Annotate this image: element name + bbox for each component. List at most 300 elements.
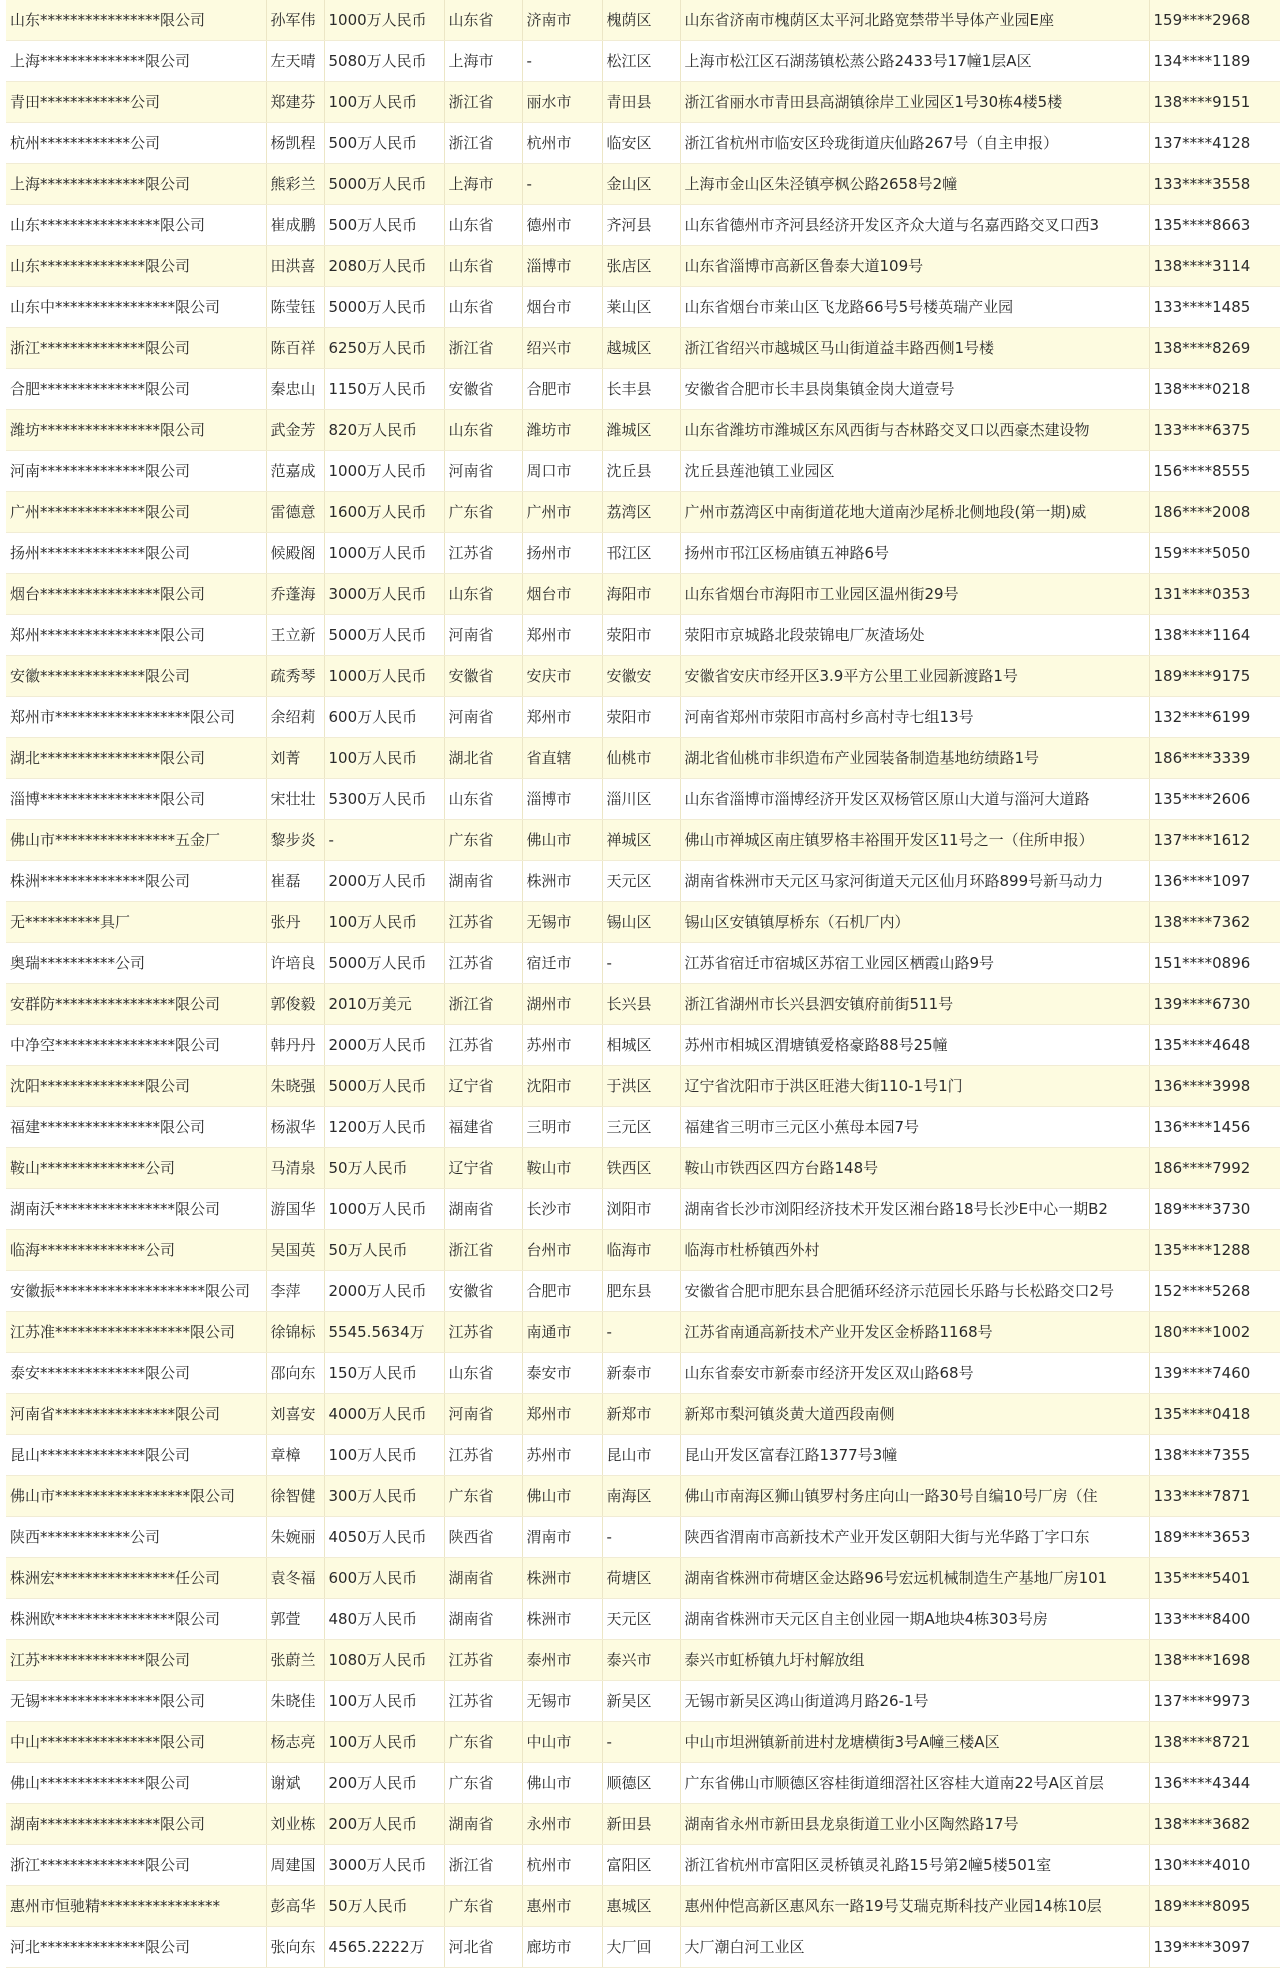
- registered-capital-cell[interactable]: 50万人民币: [324, 1886, 444, 1927]
- address-cell[interactable]: 山东省淄博市高新区鲁泰大道109号: [680, 246, 1149, 287]
- table-row[interactable]: [6, 1066, 1280, 1107]
- phone-cell[interactable]: 152****5268: [1149, 1271, 1280, 1312]
- city-cell[interactable]: 周口市: [522, 451, 602, 492]
- phone-cell[interactable]: 156****8555: [1149, 451, 1280, 492]
- phone-cell[interactable]: 186****7992: [1149, 1148, 1280, 1189]
- city-cell[interactable]: 渭南市: [522, 1517, 602, 1558]
- company-name-cell[interactable]: 奥瑞**********公司: [6, 943, 266, 984]
- legal-representative-cell[interactable]: 周建国: [266, 1845, 324, 1886]
- district-cell[interactable]: 临安区: [602, 123, 680, 164]
- city-cell[interactable]: 鞍山市: [522, 1148, 602, 1189]
- legal-representative-cell[interactable]: 余绍莉: [266, 697, 324, 738]
- phone-cell[interactable]: 135****4648: [1149, 1025, 1280, 1066]
- province-cell[interactable]: 福建省: [444, 1107, 522, 1148]
- city-cell[interactable]: 郑州市: [522, 615, 602, 656]
- province-cell[interactable]: 辽宁省: [444, 1148, 522, 1189]
- phone-cell[interactable]: 136****1456: [1149, 1107, 1280, 1148]
- company-name-cell[interactable]: 陕西************公司: [6, 1517, 266, 1558]
- company-name-cell[interactable]: 无锡****************限公司: [6, 1681, 266, 1722]
- legal-representative-cell[interactable]: 陈百祥: [266, 328, 324, 369]
- province-cell[interactable]: 广东省: [444, 1476, 522, 1517]
- district-cell[interactable]: 安徽安: [602, 656, 680, 697]
- company-name-cell[interactable]: 福建****************限公司: [6, 1107, 266, 1148]
- province-cell[interactable]: 浙江省: [444, 123, 522, 164]
- company-name-cell[interactable]: 安徽**************限公司: [6, 656, 266, 697]
- address-cell[interactable]: 江苏省宿迁市宿城区苏宿工业园区栖霞山路9号: [680, 943, 1149, 984]
- address-cell[interactable]: 山东省烟台市海阳市工业园区温州街29号: [680, 574, 1149, 615]
- phone-cell[interactable]: 135****5401: [1149, 1558, 1280, 1599]
- city-cell[interactable]: 佛山市: [522, 820, 602, 861]
- district-cell[interactable]: 惠城区: [602, 1886, 680, 1927]
- address-cell[interactable]: 广州市荔湾区中南街道花地大道南沙尾桥北侧地段(第一期)威: [680, 492, 1149, 533]
- phone-cell[interactable]: 138****8721: [1149, 1722, 1280, 1763]
- province-cell[interactable]: 山东省: [444, 1353, 522, 1394]
- phone-cell[interactable]: 159****2968: [1149, 0, 1280, 41]
- table-row[interactable]: [6, 820, 1280, 861]
- phone-cell[interactable]: 189****3730: [1149, 1189, 1280, 1230]
- table-row[interactable]: [6, 1312, 1280, 1353]
- district-cell[interactable]: 昆山市: [602, 1435, 680, 1476]
- registered-capital-cell[interactable]: 4050万人民币: [324, 1517, 444, 1558]
- phone-cell[interactable]: 138****7355: [1149, 1435, 1280, 1476]
- address-cell[interactable]: 福建省三明市三元区小蕉母本园7号: [680, 1107, 1149, 1148]
- registered-capital-cell[interactable]: 100万人民币: [324, 1435, 444, 1476]
- table-row[interactable]: [6, 123, 1280, 164]
- company-name-cell[interactable]: 杭州************公司: [6, 123, 266, 164]
- registered-capital-cell[interactable]: 1000万人民币: [324, 0, 444, 41]
- table-row[interactable]: [6, 1189, 1280, 1230]
- city-cell[interactable]: 安庆市: [522, 656, 602, 697]
- table-row[interactable]: [6, 1517, 1280, 1558]
- registered-capital-cell[interactable]: 4565.2222万: [324, 1927, 444, 1968]
- district-cell[interactable]: 张店区: [602, 246, 680, 287]
- phone-cell[interactable]: 137****1612: [1149, 820, 1280, 861]
- legal-representative-cell[interactable]: 王立新: [266, 615, 324, 656]
- district-cell[interactable]: 锡山区: [602, 902, 680, 943]
- company-name-cell[interactable]: 惠州市恒驰精****************: [6, 1886, 266, 1927]
- registered-capital-cell[interactable]: 1000万人民币: [324, 451, 444, 492]
- phone-cell[interactable]: 136****3998: [1149, 1066, 1280, 1107]
- table-row[interactable]: [6, 1107, 1280, 1148]
- city-cell[interactable]: 淄博市: [522, 246, 602, 287]
- registered-capital-cell[interactable]: 200万人民币: [324, 1804, 444, 1845]
- address-cell[interactable]: 上海市金山区朱泾镇亭枫公路2658号2幢: [680, 164, 1149, 205]
- address-cell[interactable]: 中山市坦洲镇新前进村龙塘横街3号A幢三楼A区: [680, 1722, 1149, 1763]
- table-row[interactable]: [6, 779, 1280, 820]
- address-cell[interactable]: 浙江省湖州市长兴县泗安镇府前街511号: [680, 984, 1149, 1025]
- company-name-cell[interactable]: 佛山市******************限公司: [6, 1476, 266, 1517]
- company-name-cell[interactable]: 株洲**************限公司: [6, 861, 266, 902]
- registered-capital-cell[interactable]: 5300万人民币: [324, 779, 444, 820]
- legal-representative-cell[interactable]: 吴国英: [266, 1230, 324, 1271]
- city-cell[interactable]: 无锡市: [522, 902, 602, 943]
- province-cell[interactable]: 河南省: [444, 1394, 522, 1435]
- province-cell[interactable]: 广东省: [444, 492, 522, 533]
- legal-representative-cell[interactable]: 熊彩兰: [266, 164, 324, 205]
- address-cell[interactable]: 昆山开发区富春江路1377号3幢: [680, 1435, 1149, 1476]
- city-cell[interactable]: 烟台市: [522, 287, 602, 328]
- legal-representative-cell[interactable]: 张蔚兰: [266, 1640, 324, 1681]
- legal-representative-cell[interactable]: 谢斌: [266, 1763, 324, 1804]
- province-cell[interactable]: 浙江省: [444, 1230, 522, 1271]
- legal-representative-cell[interactable]: 朱晓佳: [266, 1681, 324, 1722]
- address-cell[interactable]: 陕西省渭南市高新技术产业开发区朝阳大街与光华路丁字口东: [680, 1517, 1149, 1558]
- phone-cell[interactable]: 138****3682: [1149, 1804, 1280, 1845]
- address-cell[interactable]: 上海市松江区石湖荡镇松蒸公路2433号17幢1层A区: [680, 41, 1149, 82]
- registered-capital-cell[interactable]: 500万人民币: [324, 123, 444, 164]
- phone-cell[interactable]: 186****2008: [1149, 492, 1280, 533]
- city-cell[interactable]: 德州市: [522, 205, 602, 246]
- phone-cell[interactable]: 133****1485: [1149, 287, 1280, 328]
- legal-representative-cell[interactable]: 袁冬福: [266, 1558, 324, 1599]
- district-cell[interactable]: 大厂回: [602, 1927, 680, 1968]
- registered-capital-cell[interactable]: 2000万人民币: [324, 861, 444, 902]
- province-cell[interactable]: 江苏省: [444, 1681, 522, 1722]
- district-cell[interactable]: 槐荫区: [602, 0, 680, 41]
- company-name-cell[interactable]: 浙江**************限公司: [6, 1845, 266, 1886]
- phone-cell[interactable]: 138****0218: [1149, 369, 1280, 410]
- registered-capital-cell[interactable]: 50万人民币: [324, 1230, 444, 1271]
- city-cell[interactable]: 泰安市: [522, 1353, 602, 1394]
- registered-capital-cell[interactable]: 100万人民币: [324, 902, 444, 943]
- address-cell[interactable]: 安徽省安庆市经开区3.9平方公里工业园新渡路1号: [680, 656, 1149, 697]
- province-cell[interactable]: 江苏省: [444, 902, 522, 943]
- company-name-cell[interactable]: 无**********具厂: [6, 902, 266, 943]
- registered-capital-cell[interactable]: 200万人民币: [324, 1763, 444, 1804]
- address-cell[interactable]: 荥阳市京城路北段荥锦电厂灰渣场处: [680, 615, 1149, 656]
- province-cell[interactable]: 浙江省: [444, 82, 522, 123]
- address-cell[interactable]: 山东省德州市齐河县经济开发区齐众大道与名嘉西路交叉口西3: [680, 205, 1149, 246]
- registered-capital-cell[interactable]: 820万人民币: [324, 410, 444, 451]
- province-cell[interactable]: 山东省: [444, 410, 522, 451]
- address-cell[interactable]: 山东省淄博市淄博经济开发区双杨管区原山大道与淄河大道路: [680, 779, 1149, 820]
- phone-cell[interactable]: 131****0353: [1149, 574, 1280, 615]
- address-cell[interactable]: 锡山区安镇镇厚桥东（石机厂内）: [680, 902, 1149, 943]
- company-name-cell[interactable]: 广州**************限公司: [6, 492, 266, 533]
- phone-cell[interactable]: 189****3653: [1149, 1517, 1280, 1558]
- registered-capital-cell[interactable]: 1600万人民币: [324, 492, 444, 533]
- province-cell[interactable]: 山东省: [444, 779, 522, 820]
- company-name-cell[interactable]: 山东****************限公司: [6, 205, 266, 246]
- province-cell[interactable]: 山东省: [444, 205, 522, 246]
- city-cell[interactable]: 三明市: [522, 1107, 602, 1148]
- district-cell[interactable]: 荥阳市: [602, 697, 680, 738]
- registered-capital-cell[interactable]: 4000万人民币: [324, 1394, 444, 1435]
- city-cell[interactable]: 宿迁市: [522, 943, 602, 984]
- phone-cell[interactable]: 189****8095: [1149, 1886, 1280, 1927]
- registered-capital-cell[interactable]: 100万人民币: [324, 1681, 444, 1722]
- company-name-cell[interactable]: 山东中****************限公司: [6, 287, 266, 328]
- table-row[interactable]: [6, 697, 1280, 738]
- address-cell[interactable]: 浙江省杭州市临安区玲珑街道庆仙路267号（自主申报）: [680, 123, 1149, 164]
- district-cell[interactable]: 潍城区: [602, 410, 680, 451]
- legal-representative-cell[interactable]: 雷德意: [266, 492, 324, 533]
- address-cell[interactable]: 佛山市南海区狮山镇罗村务庄向山一路30号自编10号厂房（住: [680, 1476, 1149, 1517]
- table-row[interactable]: [6, 1476, 1280, 1517]
- address-cell[interactable]: 湖南省永州市新田县龙泉街道工业小区陶然路17号: [680, 1804, 1149, 1845]
- city-cell[interactable]: 沈阳市: [522, 1066, 602, 1107]
- province-cell[interactable]: 上海市: [444, 164, 522, 205]
- phone-cell[interactable]: 133****8400: [1149, 1599, 1280, 1640]
- province-cell[interactable]: 江苏省: [444, 1435, 522, 1476]
- province-cell[interactable]: 河南省: [444, 697, 522, 738]
- city-cell[interactable]: 株洲市: [522, 861, 602, 902]
- province-cell[interactable]: 上海市: [444, 41, 522, 82]
- phone-cell[interactable]: 136****4344: [1149, 1763, 1280, 1804]
- legal-representative-cell[interactable]: 张向东: [266, 1927, 324, 1968]
- district-cell[interactable]: 越城区: [602, 328, 680, 369]
- company-name-cell[interactable]: 佛山市****************五金厂: [6, 820, 266, 861]
- city-cell[interactable]: 株洲市: [522, 1558, 602, 1599]
- company-name-cell[interactable]: 安徽振********************限公司: [6, 1271, 266, 1312]
- legal-representative-cell[interactable]: 徐智健: [266, 1476, 324, 1517]
- registered-capital-cell[interactable]: 3000万人民币: [324, 574, 444, 615]
- city-cell[interactable]: 佛山市: [522, 1763, 602, 1804]
- city-cell[interactable]: 郑州市: [522, 1394, 602, 1435]
- company-name-cell[interactable]: 昆山**************限公司: [6, 1435, 266, 1476]
- address-cell[interactable]: 山东省潍坊市潍城区东风西街与杏林路交叉口以西豪杰建设物: [680, 410, 1149, 451]
- table-row[interactable]: [6, 82, 1280, 123]
- district-cell[interactable]: 铁西区: [602, 1148, 680, 1189]
- province-cell[interactable]: 湖南省: [444, 1189, 522, 1230]
- address-cell[interactable]: 沈丘县莲池镇工业园区: [680, 451, 1149, 492]
- province-cell[interactable]: 山东省: [444, 0, 522, 41]
- district-cell[interactable]: 沈丘县: [602, 451, 680, 492]
- province-cell[interactable]: 湖南省: [444, 1804, 522, 1845]
- legal-representative-cell[interactable]: 候殿阁: [266, 533, 324, 574]
- registered-capital-cell[interactable]: -: [324, 820, 444, 861]
- phone-cell[interactable]: 138****8269: [1149, 328, 1280, 369]
- province-cell[interactable]: 安徽省: [444, 656, 522, 697]
- phone-cell[interactable]: 132****6199: [1149, 697, 1280, 738]
- address-cell[interactable]: 山东省济南市槐荫区太平河北路宽禁带半导体产业园E座: [680, 0, 1149, 41]
- province-cell[interactable]: 安徽省: [444, 1271, 522, 1312]
- table-row[interactable]: [6, 615, 1280, 656]
- phone-cell[interactable]: 130****4010: [1149, 1845, 1280, 1886]
- district-cell[interactable]: 莱山区: [602, 287, 680, 328]
- table-row[interactable]: [6, 574, 1280, 615]
- company-name-cell[interactable]: 合肥**************限公司: [6, 369, 266, 410]
- province-cell[interactable]: 广东省: [444, 1763, 522, 1804]
- company-name-cell[interactable]: 株洲宏****************任公司: [6, 1558, 266, 1599]
- district-cell[interactable]: -: [602, 1722, 680, 1763]
- district-cell[interactable]: 泰兴市: [602, 1640, 680, 1681]
- registered-capital-cell[interactable]: 5000万人民币: [324, 1066, 444, 1107]
- district-cell[interactable]: 荥阳市: [602, 615, 680, 656]
- city-cell[interactable]: 惠州市: [522, 1886, 602, 1927]
- table-row[interactable]: [6, 1640, 1280, 1681]
- district-cell[interactable]: 金山区: [602, 164, 680, 205]
- table-row[interactable]: [6, 902, 1280, 943]
- city-cell[interactable]: 广州市: [522, 492, 602, 533]
- legal-representative-cell[interactable]: 武金芳: [266, 410, 324, 451]
- registered-capital-cell[interactable]: 2000万人民币: [324, 1271, 444, 1312]
- address-cell[interactable]: 湖南省株洲市天元区自主创业园一期A地块4栋303号房: [680, 1599, 1149, 1640]
- address-cell[interactable]: 安徽省合肥市长丰县岗集镇金岗大道壹号: [680, 369, 1149, 410]
- table-row[interactable]: [6, 246, 1280, 287]
- legal-representative-cell[interactable]: 郭萱: [266, 1599, 324, 1640]
- registered-capital-cell[interactable]: 2080万人民币: [324, 246, 444, 287]
- legal-representative-cell[interactable]: 孙军伟: [266, 0, 324, 41]
- registered-capital-cell[interactable]: 50万人民币: [324, 1148, 444, 1189]
- district-cell[interactable]: 南海区: [602, 1476, 680, 1517]
- district-cell[interactable]: 荷塘区: [602, 1558, 680, 1599]
- city-cell[interactable]: 杭州市: [522, 123, 602, 164]
- city-cell[interactable]: 株洲市: [522, 1599, 602, 1640]
- table-row[interactable]: [6, 1025, 1280, 1066]
- district-cell[interactable]: -: [602, 1312, 680, 1353]
- registered-capital-cell[interactable]: 2000万人民币: [324, 1025, 444, 1066]
- registered-capital-cell[interactable]: 100万人民币: [324, 1722, 444, 1763]
- legal-representative-cell[interactable]: 宋壮壮: [266, 779, 324, 820]
- legal-representative-cell[interactable]: 张丹: [266, 902, 324, 943]
- province-cell[interactable]: 浙江省: [444, 984, 522, 1025]
- province-cell[interactable]: 江苏省: [444, 533, 522, 574]
- company-name-cell[interactable]: 沈阳**************限公司: [6, 1066, 266, 1107]
- address-cell[interactable]: 临海市杜桥镇西外村: [680, 1230, 1149, 1271]
- company-name-cell[interactable]: 河北**************限公司: [6, 1927, 266, 1968]
- company-name-cell[interactable]: 湖北****************限公司: [6, 738, 266, 779]
- company-name-cell[interactable]: 中山****************限公司: [6, 1722, 266, 1763]
- phone-cell[interactable]: 134****1189: [1149, 41, 1280, 82]
- legal-representative-cell[interactable]: 游国华: [266, 1189, 324, 1230]
- company-name-cell[interactable]: 湖南沃****************限公司: [6, 1189, 266, 1230]
- registered-capital-cell[interactable]: 3000万人民币: [324, 1845, 444, 1886]
- table-row[interactable]: [6, 1927, 1280, 1968]
- phone-cell[interactable]: 135****0418: [1149, 1394, 1280, 1435]
- phone-cell[interactable]: 135****8663: [1149, 205, 1280, 246]
- phone-cell[interactable]: 133****3558: [1149, 164, 1280, 205]
- company-name-cell[interactable]: 江苏准******************限公司: [6, 1312, 266, 1353]
- province-cell[interactable]: 安徽省: [444, 369, 522, 410]
- district-cell[interactable]: 荔湾区: [602, 492, 680, 533]
- phone-cell[interactable]: 159****5050: [1149, 533, 1280, 574]
- table-row[interactable]: [6, 533, 1280, 574]
- province-cell[interactable]: 陕西省: [444, 1517, 522, 1558]
- district-cell[interactable]: -: [602, 1517, 680, 1558]
- table-row[interactable]: [6, 1558, 1280, 1599]
- company-name-cell[interactable]: 临海**************公司: [6, 1230, 266, 1271]
- phone-cell[interactable]: 139****3097: [1149, 1927, 1280, 1968]
- legal-representative-cell[interactable]: 乔蓬海: [266, 574, 324, 615]
- phone-cell[interactable]: 133****7871: [1149, 1476, 1280, 1517]
- district-cell[interactable]: 肥东县: [602, 1271, 680, 1312]
- city-cell[interactable]: 苏州市: [522, 1025, 602, 1066]
- legal-representative-cell[interactable]: 李萍: [266, 1271, 324, 1312]
- district-cell[interactable]: 海阳市: [602, 574, 680, 615]
- city-cell[interactable]: 郑州市: [522, 697, 602, 738]
- registered-capital-cell[interactable]: 5545.5634万: [324, 1312, 444, 1353]
- province-cell[interactable]: 江苏省: [444, 1312, 522, 1353]
- city-cell[interactable]: 烟台市: [522, 574, 602, 615]
- registered-capital-cell[interactable]: 150万人民币: [324, 1353, 444, 1394]
- address-cell[interactable]: 河南省郑州市荥阳市高村乡高村寺七组13号: [680, 697, 1149, 738]
- province-cell[interactable]: 湖南省: [444, 1599, 522, 1640]
- registered-capital-cell[interactable]: 6250万人民币: [324, 328, 444, 369]
- table-row[interactable]: [6, 1804, 1280, 1845]
- phone-cell[interactable]: 137****9973: [1149, 1681, 1280, 1722]
- table-row[interactable]: [6, 738, 1280, 779]
- legal-representative-cell[interactable]: 章樟: [266, 1435, 324, 1476]
- province-cell[interactable]: 广东省: [444, 820, 522, 861]
- legal-representative-cell[interactable]: 郭俊毅: [266, 984, 324, 1025]
- table-row[interactable]: [6, 1722, 1280, 1763]
- district-cell[interactable]: 长兴县: [602, 984, 680, 1025]
- city-cell[interactable]: -: [522, 41, 602, 82]
- table-row[interactable]: [6, 1353, 1280, 1394]
- district-cell[interactable]: 天元区: [602, 861, 680, 902]
- table-row[interactable]: [6, 656, 1280, 697]
- legal-representative-cell[interactable]: 彭高华: [266, 1886, 324, 1927]
- legal-representative-cell[interactable]: 崔成鹏: [266, 205, 324, 246]
- company-name-cell[interactable]: 湖南****************限公司: [6, 1804, 266, 1845]
- address-cell[interactable]: 佛山市禅城区南庄镇罗格丰裕围开发区11号之一（住所申报）: [680, 820, 1149, 861]
- table-row[interactable]: [6, 328, 1280, 369]
- address-cell[interactable]: 苏州市相城区渭塘镇爱格豪路88号25幢: [680, 1025, 1149, 1066]
- district-cell[interactable]: 淄川区: [602, 779, 680, 820]
- address-cell[interactable]: 湖南省长沙市浏阳经济技术开发区湘台路18号长沙E中心一期B2: [680, 1189, 1149, 1230]
- table-row[interactable]: [6, 1599, 1280, 1640]
- city-cell[interactable]: 丽水市: [522, 82, 602, 123]
- city-cell[interactable]: 永州市: [522, 1804, 602, 1845]
- registered-capital-cell[interactable]: 600万人民币: [324, 1558, 444, 1599]
- province-cell[interactable]: 山东省: [444, 574, 522, 615]
- table-row[interactable]: [6, 1394, 1280, 1435]
- company-name-cell[interactable]: 鞍山**************公司: [6, 1148, 266, 1189]
- phone-cell[interactable]: 138****7362: [1149, 902, 1280, 943]
- table-row[interactable]: [6, 287, 1280, 328]
- registered-capital-cell[interactable]: 600万人民币: [324, 697, 444, 738]
- table-row[interactable]: [6, 1271, 1280, 1312]
- legal-representative-cell[interactable]: 杨淑华: [266, 1107, 324, 1148]
- phone-cell[interactable]: 135****2606: [1149, 779, 1280, 820]
- legal-representative-cell[interactable]: 田洪喜: [266, 246, 324, 287]
- company-name-cell[interactable]: 青田************公司: [6, 82, 266, 123]
- company-name-cell[interactable]: 扬州**************限公司: [6, 533, 266, 574]
- address-cell[interactable]: 新郑市梨河镇炎黄大道西段南侧: [680, 1394, 1149, 1435]
- company-name-cell[interactable]: 山东****************限公司: [6, 0, 266, 41]
- address-cell[interactable]: 大厂潮白河工业区: [680, 1927, 1149, 1968]
- province-cell[interactable]: 广东省: [444, 1886, 522, 1927]
- city-cell[interactable]: 省直辖: [522, 738, 602, 779]
- legal-representative-cell[interactable]: 疏秀琴: [266, 656, 324, 697]
- address-cell[interactable]: 山东省泰安市新泰市经济开发区双山路68号: [680, 1353, 1149, 1394]
- province-cell[interactable]: 湖北省: [444, 738, 522, 779]
- legal-representative-cell[interactable]: 杨志亮: [266, 1722, 324, 1763]
- table-row[interactable]: [6, 943, 1280, 984]
- district-cell[interactable]: 齐河县: [602, 205, 680, 246]
- address-cell[interactable]: 惠州仲恺高新区惠风东一路19号艾瑞克斯科技产业园14栋10层: [680, 1886, 1149, 1927]
- city-cell[interactable]: 济南市: [522, 0, 602, 41]
- address-cell[interactable]: 湖南省株洲市天元区马家河街道天元区仙月环路899号新马动力: [680, 861, 1149, 902]
- phone-cell[interactable]: 135****1288: [1149, 1230, 1280, 1271]
- city-cell[interactable]: 扬州市: [522, 533, 602, 574]
- province-cell[interactable]: 江苏省: [444, 1640, 522, 1681]
- phone-cell[interactable]: 138****3114: [1149, 246, 1280, 287]
- company-name-cell[interactable]: 江苏**************限公司: [6, 1640, 266, 1681]
- company-name-cell[interactable]: 郑州****************限公司: [6, 615, 266, 656]
- company-name-cell[interactable]: 河南**************限公司: [6, 451, 266, 492]
- company-name-cell[interactable]: 浙江**************限公司: [6, 328, 266, 369]
- district-cell[interactable]: 天元区: [602, 1599, 680, 1640]
- table-row[interactable]: [6, 451, 1280, 492]
- registered-capital-cell[interactable]: 5000万人民币: [324, 164, 444, 205]
- legal-representative-cell[interactable]: 许培良: [266, 943, 324, 984]
- district-cell[interactable]: -: [602, 943, 680, 984]
- table-row[interactable]: [6, 369, 1280, 410]
- province-cell[interactable]: 湖南省: [444, 1558, 522, 1599]
- table-row[interactable]: [6, 1435, 1280, 1476]
